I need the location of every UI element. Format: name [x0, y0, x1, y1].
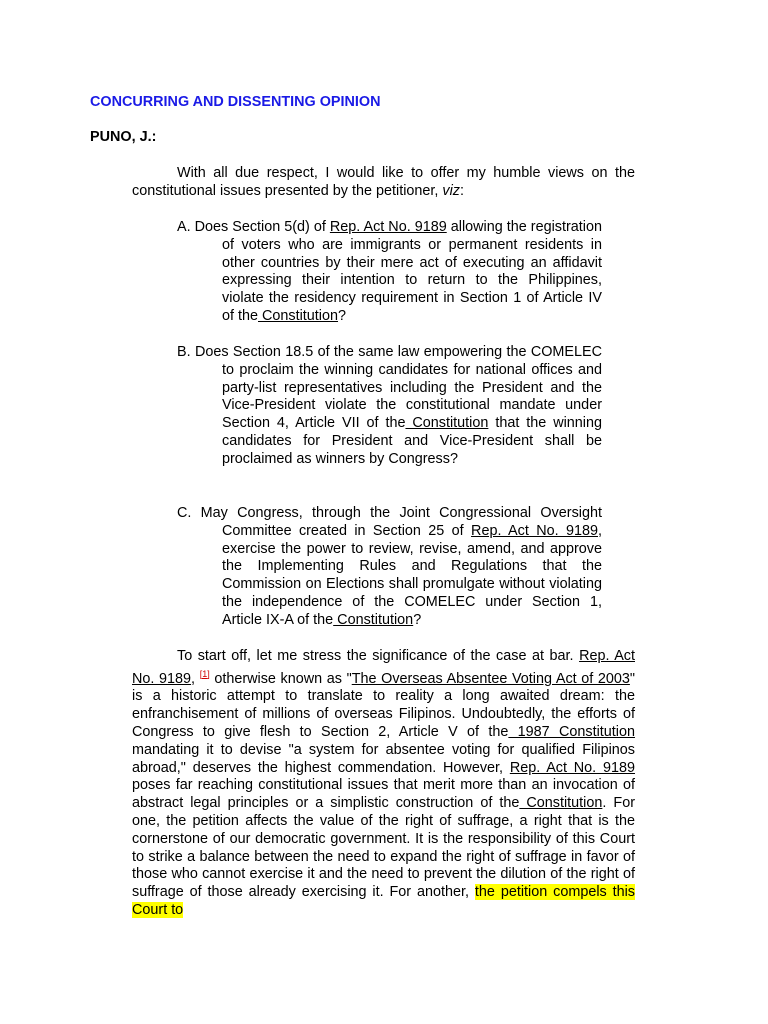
question-a: A. Does Section 5(d) of Rep. Act No. 9189 allowing the registration of voters who are immigrants or permanent residents in other countries by their mere act of executing an affidavit expressing their intention to return to the Philippines, violate the residency requirement in Section 1 of Article IV of the Constitution?: [177, 219, 602, 324]
oav-act-link[interactable]: The Overseas Absentee Voting Act of 2003: [351, 670, 630, 687]
rep-act-link[interactable]: Rep. Act No. 9189: [471, 522, 598, 539]
footnote-link[interactable]: [1]: [199, 668, 210, 679]
intro-paragraph: With all due respect, I would like to offer my humble views on the constitutional issues presented by the petitioner, viz:: [132, 165, 635, 199]
question-c: C. May Congress, through the Joint Congressional Oversight Committee created in Section 25 of Rep. Act No. 9189, exercise the power to review, revise, amend, and approve the Implementing Rules and Regulations that the Commission on Elections shall promulgate without violating the independence of the COMELEC under Section 1, Article IX-A of the Constitution?: [177, 505, 602, 628]
constitution-link[interactable]: Constitution: [258, 307, 339, 324]
rep-act-link[interactable]: Rep. Act No. 9189: [329, 219, 447, 235]
question-b: B. Does Section 18.5 of the same law empowering the COMELEC to proclaim the winning candidates for national offices and party-list representatives including the President and the Vice-President violate the constitutional mandate under Section 4, Article VII of the Constitution that the winning candidates for President and Vice-President shall be proclaimed as winners by Congress?: [177, 344, 602, 467]
constitution-link[interactable]: Constitution: [333, 611, 414, 628]
highlighted-text: the petition compels this Court to: [132, 884, 636, 918]
opinion-heading: CONCURRING AND DISSENTING OPINION: [90, 94, 381, 110]
body-paragraph: To start off, let me stress the significance of the case at bar. Rep. Act No. 9189, [1] otherwise known as "The Overseas Absentee Voting Act of 2003" is a historic attempt to translate to reality a long awaited dream: the enfranchisement of millions of overseas Filipinos. Undoubtedly, the efforts of Congress to give flesh to Section 2, Article V of the 1987 Constitution mandating it to devise "a system for absentee voting for qualified Filipinos abroad," deserves the highest commendation. However, Rep. Act No. 9189 poses far reaching constitutional issues that merit more than an invocation of abstract legal principles or a simplistic construction of the Constitution. For one, the petition affects the value of the right of suffrage, a right that is the cornerstone of our democratic government. It is the responsibility of this Court to strike a balance between the need to expand the right of suffrage in favor of those who cannot exercise it and the need to prevent the dilution of the right of suffrage of those already exercising it. For another, the petition compels this Court to: [132, 648, 636, 918]
rep-act-link[interactable]: Rep. Act No. 9189: [132, 648, 635, 687]
constitution-link[interactable]: Constitution: [405, 415, 489, 432]
constitution-1987-link[interactable]: 1987 Constitution: [508, 723, 635, 740]
justice-name: PUNO, J.:: [90, 129, 157, 145]
viz-italic: viz: [442, 182, 460, 199]
rep-act-link[interactable]: Rep. Act No. 9189: [509, 759, 635, 776]
constitution-link[interactable]: Constitution: [519, 795, 603, 812]
